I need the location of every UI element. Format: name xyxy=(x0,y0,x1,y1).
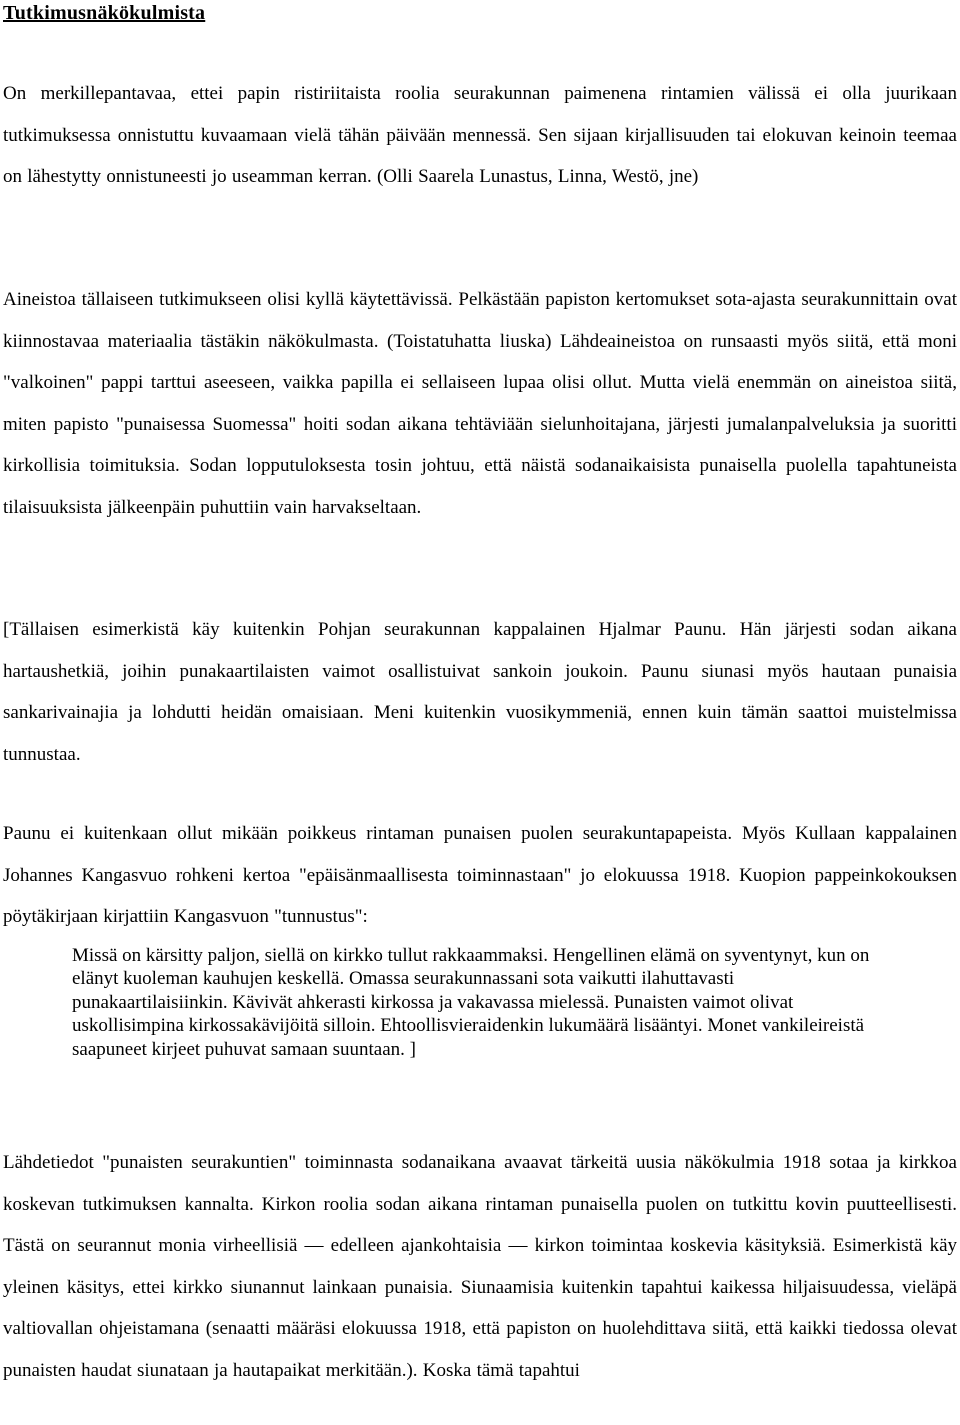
paragraph-sources: Aineistoa tällaiseen tutkimukseen olisi kyllä käytettävissä. Pelkästään papiston kertomukset sota-ajasta seurakunnittain ovat kiinnostavaa materiaalia tästäkin näkökulmasta. (Toistatuhatta liuska) Lähdeaineistoa on runsaasti myös siitä, että moni "valkoinen" pappi tarttui aseeseen, vaikka papilla ei sellaiseen lupaa olisi ollut. Mutta vielä enemmän on aineistoa siitä, miten papisto "punaisessa Suomessa" hoiti sodan aikana tehtäviään sielunhoitajana, järjesti jumalanpalveluksia ja suoritti kirkollisia toimituksia. Sodan lopputuloksesta tosin johtuu, että näistä sodanaikaisista punaisella puolella tapahtuneista tilaisuuksista jälkeenpäin puhuttiin vain harvakseltaan. xyxy=(3,289,957,518)
section-title: Tutkimusnäkökulmista xyxy=(3,2,206,24)
paragraph-paunu-example: [Tällaisen esimerkistä käy kuitenkin Pohjan seurakunnan kappalainen Hjalmar Paunu. Hän järjesti sodan aikana hartaushetkiä, joihin punakaartilaisten vaimot osallistuivat sankoin joukoin. Paunu siunasi myös hautaan punaisia sankarivainajia ja lohdutti heidän omaisiaan. Meni kuitenkin vuosikymmeniä, ennen kuin tämän saattoi muistelmissa tunnustaa. xyxy=(3,619,957,765)
paragraph-intro: On merkillepantavaa, ettei papin ristiriitaista roolia seurakunnan paimenena rintamien välissä ei olla juurikaan tutkimuksessa onnistuttu kuvaamaan vielä tähän päivään mennessä. Sen sijaan kirjallisuuden tai elokuvan keinoin teemaa on lähestytty onnistuneesti jo useamman kerran. (Olli Saarela Lunastus, Linna, Westö, jne) xyxy=(3,83,957,187)
paragraph-kangasvuo: Paunu ei kuitenkaan ollut mikään poikkeus rintaman punaisen puolen seurakuntapapeista. Myös Kullaan kappalainen Johannes Kangasvuo rohkeni kertoa "epäisänmaallisesta toiminnastaan" jo elokuussa 1918. Kuopion pappeinkokouksen pöytäkirjaan kirjattiin Kangasvuon "tunnustus": xyxy=(3,823,957,927)
paragraph-source-information: Lähdetiedot "punaisten seurakuntien" toiminnasta sodanaikana avaavat tärkeitä uusia näkökulmia 1918 sotaa ja kirkkoa koskevan tutkimuksen kannalta. Kirkon roolia sodan aikana rintaman punaisella puolen on tutkittu kovin puutteellisesti. Tästä on seurannut monia virheellisiä ― edelleen ajankohtaisia ― kirkon toimintaa koskevia käsityksiä. Esimerkistä käy yleinen käsitys, ettei kirkko siunannut lainkaan punaisia. Siunaamisia kuitenkin tapahtui kaikessa hiljaisuudessa, vieläpä valtiovallan ohjeistamana (senaatti määräsi elokuussa 1918, että papiston on huolehdittava siitä, että kaikki tiedossa olevat punaisten haudat siunataan ja hautapaikat merkitään.). Koska tämä tapahtui xyxy=(3,1152,957,1381)
block-quote: Missä on kärsitty paljon, siellä on kirkko tullut rakkaammaksi. Hengellinen elämä on syventynyt, kun on elänyt kuoleman kauhujen keskellä. Omassa seurakunnassani sota vaikutti ilahuttavasti punakaartilaisiinkin. Kävivät ahkerasti kirkossa ja vakavassa mielessä. Punaisten vaimot olivat uskollisimpina kirkossakävijöitä silloin. Ehtoollisvieraidenkin lukumäärä lisääntyi. Monet vankileireistä saapuneet kirjeet puhuvat samaan suuntaan. ] xyxy=(72,945,870,1060)
